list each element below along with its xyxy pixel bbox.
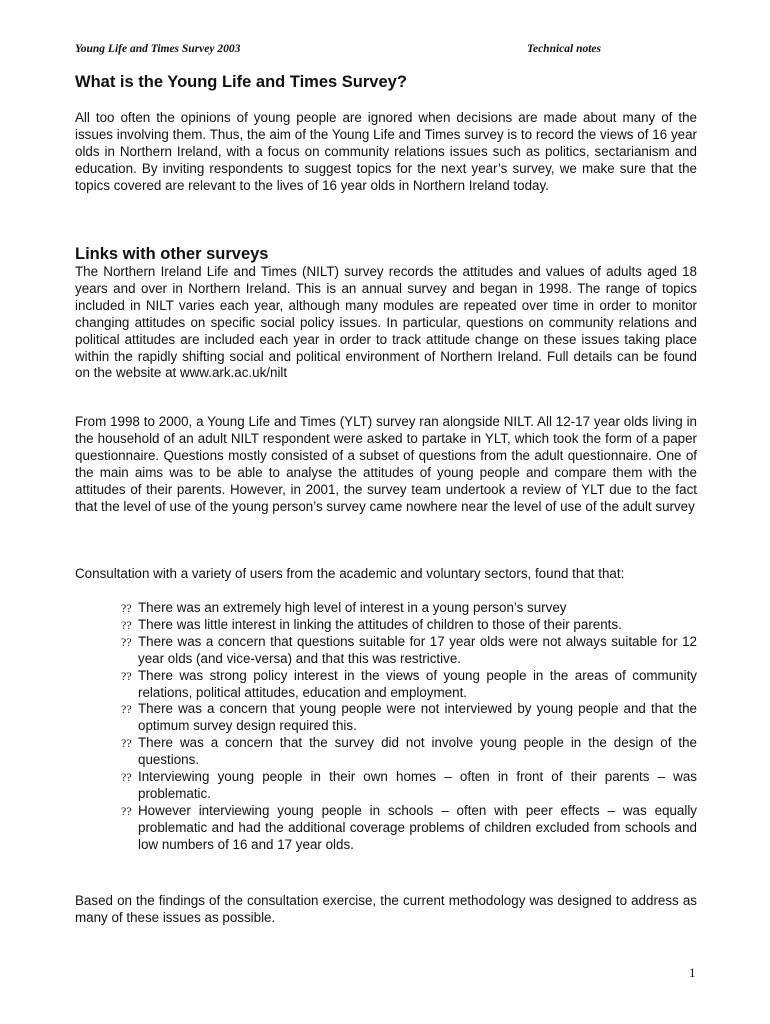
section-heading-links: Links with other surveys xyxy=(75,245,269,263)
bullet-marker: ?? xyxy=(121,617,132,632)
finding-text: There was strong policy interest in the views of young people in the areas of community relations, political attitudes, education and employment. xyxy=(138,667,697,700)
finding-text: However interviewing young people in schools – often with peer effects – was equally problematic and had the additional coverage problems of children excluded from schools and low numbers of 16 and 17 year olds. xyxy=(138,802,697,852)
running-header-section: Technical notes xyxy=(527,43,602,55)
bullet-marker: ?? xyxy=(121,803,132,818)
list-item xyxy=(121,617,697,634)
consultation-paragraph: Consultation with a variety of users from the academic and voluntary sectors, found that that: xyxy=(75,566,625,581)
list-item xyxy=(121,634,697,668)
bullet-marker: ?? xyxy=(121,770,132,785)
finding-text: There was a concern that the survey did not involve young people in the design of the questions. xyxy=(138,735,697,768)
finding-text: There was an extremely high level of interest in a young person’s survey xyxy=(138,600,567,615)
list-item xyxy=(121,769,697,803)
page-number: 1 xyxy=(689,965,696,980)
finding-text: There was a concern that questions suitable for 17 year olds were not always suitable for 12 year olds (and vice-versa) and that this was restrictive. xyxy=(138,633,697,666)
nilt-paragraph: The Northern Ireland Life and Times (NILT) survey records the attitudes and values of adults aged 18 years and over in Northern Ireland. This is an annual survey and began in 1998. The range of topics included in NILT varies each year, although many modules are repeated over time in order to monitor changing attitudes on specific social policy issues. In particular, questions on community relations and political attitudes are included each year in order to track attitude change on these issues taking place within the rapidly shifting social and political environment of Northern Ireland. Full details can be found on the website at www.ark.ac.uk/nilt xyxy=(75,264,697,381)
ylt-history-paragraph: From 1998 to 2000, a Young Life and Times (YLT) survey ran alongside NILT. All 12-17 year olds living in the household of an adult NILT respondent were asked to partake in YLT, which took the form of a paper questionnaire. Questions mostly consisted of a subset of questions from the adult questionnaire. One of the main aims was to be able to analyse the attitudes of young people and compare them with the attitudes of their parents. However, in 2001, the survey team undertook a review of YLT due to the fact that the level of use of the young person’s survey came nowhere near the level of use of the adult survey xyxy=(75,414,697,514)
list-item xyxy=(121,668,697,702)
findings-list xyxy=(121,600,697,854)
conclusion-paragraph: Based on the findings of the consultation exercise, the current methodology was designed to address as many of these issues as possible. xyxy=(75,893,697,925)
bullet-marker: ?? xyxy=(121,601,132,615)
finding-text: There was a concern that young people were not interviewed by young people and that the optimum survey design required this. xyxy=(138,701,697,734)
bullet-marker: ?? xyxy=(121,736,132,751)
running-header-title: Young Life and Times Survey 2003 xyxy=(75,43,241,55)
list-item xyxy=(121,701,697,735)
list-item xyxy=(121,600,697,617)
finding-text: Interviewing young people in their own homes – often in front of their parents – was problematic. xyxy=(138,769,697,801)
list-item xyxy=(121,735,697,769)
bullet-marker: ?? xyxy=(121,634,132,649)
bullet-marker: ?? xyxy=(121,702,132,717)
list-item xyxy=(121,803,697,854)
intro-paragraph: All too often the opinions of young people are ignored when decisions are made about many of the issues involving them. Thus, the aim of the Young Life and Times survey is to record the views of 16 year olds in Northern Ireland, with a focus on community relations issues such as politics, sectarianism and education. By inviting respondents to suggest topics for the next year’s survey, we make sure that the topics covered are relevant to the lives of 16 year olds in Northern Ireland today. xyxy=(75,110,697,193)
finding-text: There was little interest in linking the attitudes of children to those of their parents. xyxy=(138,616,622,632)
section-heading-what-is-ylt: What is the Young Life and Times Survey? xyxy=(75,73,407,91)
bullet-marker: ?? xyxy=(121,668,132,683)
